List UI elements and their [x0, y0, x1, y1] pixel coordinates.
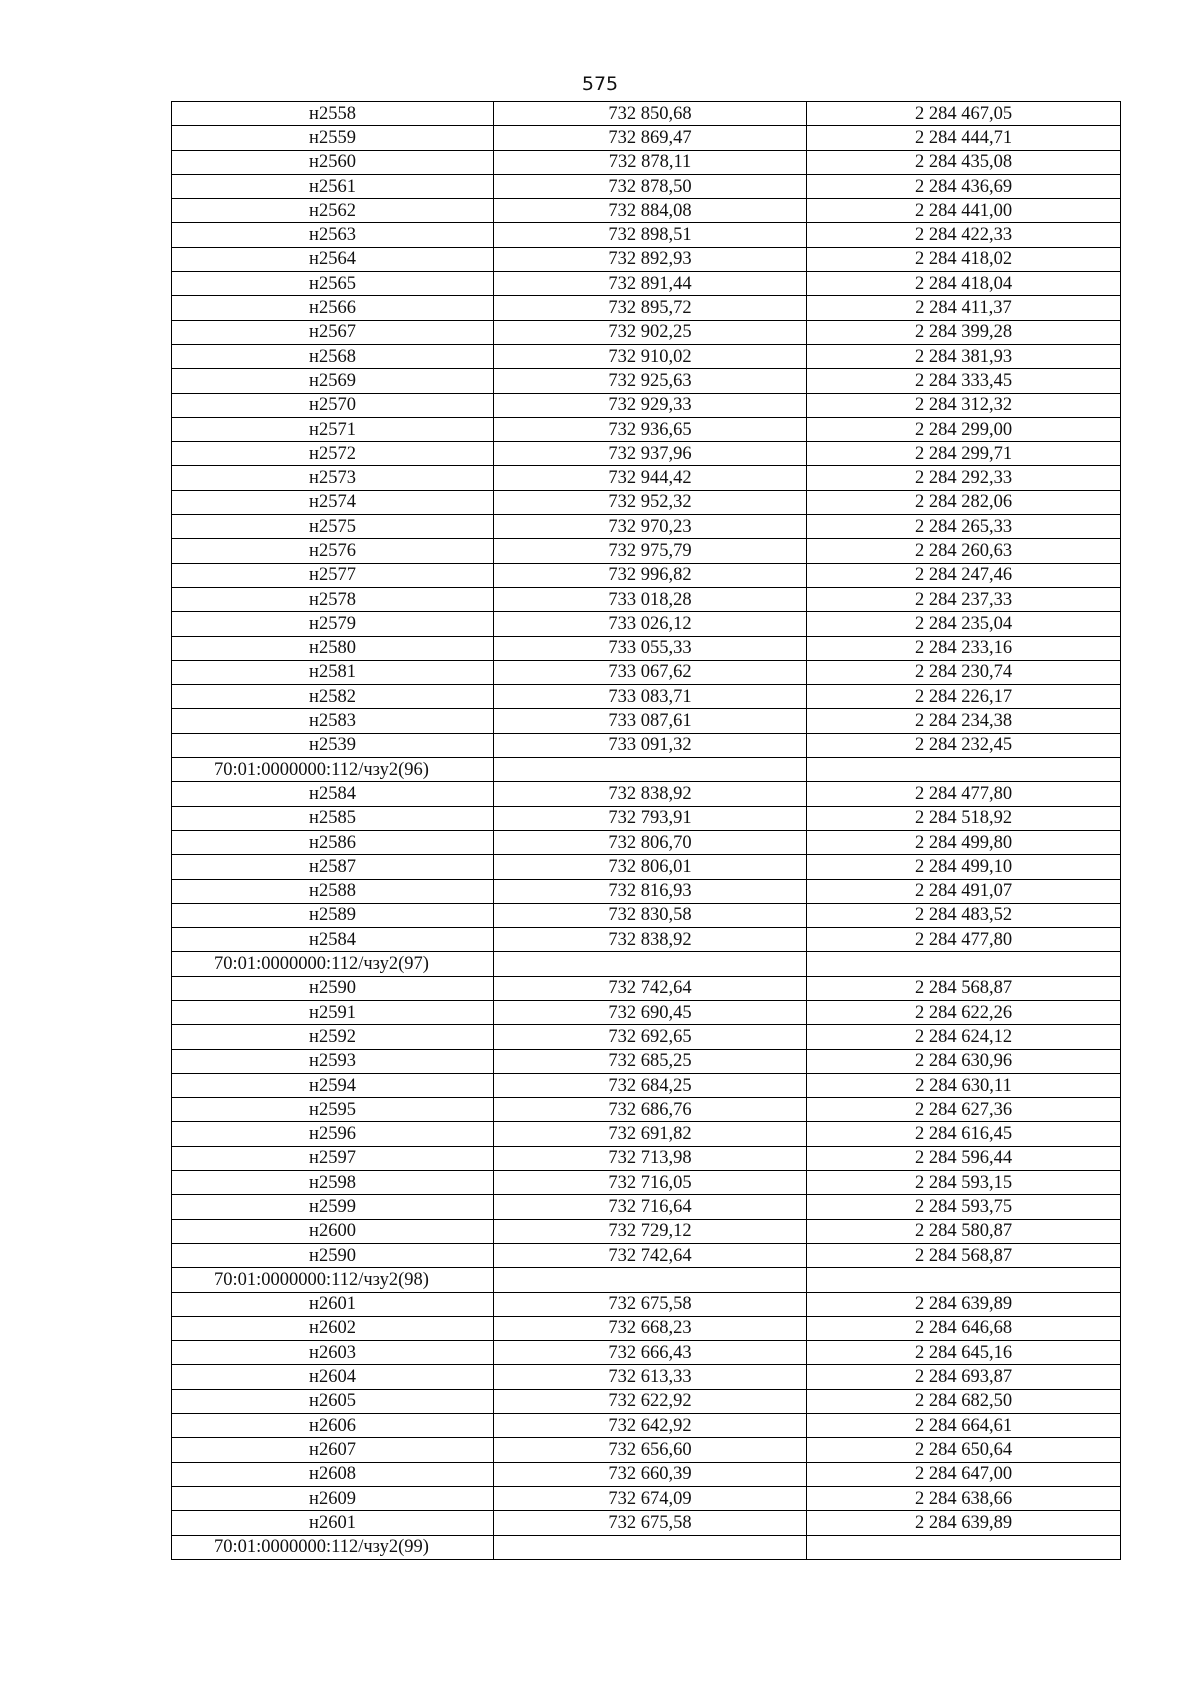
point-id-cell: н2591	[172, 1000, 494, 1024]
parcel-label: 70:01:0000000:112/чзу2(96)	[172, 758, 494, 782]
x-coordinate-cell: 732 793,91	[494, 806, 807, 830]
y-coordinate-cell: 2 284 646,68	[807, 1316, 1121, 1340]
empty-cell	[807, 1268, 1121, 1292]
point-id-cell: н2573	[172, 466, 494, 490]
point-id-cell: н2584	[172, 782, 494, 806]
y-coordinate-cell: 2 284 235,04	[807, 612, 1121, 636]
table-row	[172, 417, 1121, 441]
parcel-label: 70:01:0000000:112/чзу2(97)	[172, 952, 494, 976]
coordinates-table-body	[172, 102, 1121, 1560]
point-id-cell: н2568	[172, 344, 494, 368]
y-coordinate-cell: 2 284 518,92	[807, 806, 1121, 830]
y-coordinate-cell: 2 284 292,33	[807, 466, 1121, 490]
point-id-cell: н2589	[172, 903, 494, 927]
y-coordinate-cell: 2 284 639,89	[807, 1292, 1121, 1316]
x-coordinate-cell: 732 674,09	[494, 1486, 807, 1510]
x-coordinate-cell: 733 083,71	[494, 685, 807, 709]
x-coordinate-cell: 732 975,79	[494, 539, 807, 563]
empty-cell	[494, 758, 807, 782]
y-coordinate-cell: 2 284 399,28	[807, 320, 1121, 344]
table-row	[172, 320, 1121, 344]
y-coordinate-cell: 2 284 422,33	[807, 223, 1121, 247]
x-coordinate-cell: 732 622,92	[494, 1389, 807, 1413]
y-coordinate-cell: 2 284 312,32	[807, 393, 1121, 417]
x-coordinate-cell: 732 895,72	[494, 296, 807, 320]
table-row	[172, 1171, 1121, 1195]
y-coordinate-cell: 2 284 435,08	[807, 150, 1121, 174]
y-coordinate-cell: 2 284 381,93	[807, 344, 1121, 368]
parcel-header-row	[172, 1268, 1121, 1292]
y-coordinate-cell: 2 284 234,38	[807, 709, 1121, 733]
y-coordinate-cell: 2 284 693,87	[807, 1365, 1121, 1389]
y-coordinate-cell: 2 284 622,26	[807, 1000, 1121, 1024]
table-row	[172, 369, 1121, 393]
point-id-cell: н2603	[172, 1341, 494, 1365]
table-row	[172, 344, 1121, 368]
x-coordinate-cell: 732 642,92	[494, 1414, 807, 1438]
table-row	[172, 490, 1121, 514]
point-id-cell: н2604	[172, 1365, 494, 1389]
y-coordinate-cell: 2 284 247,46	[807, 563, 1121, 587]
table-row	[172, 903, 1121, 927]
table-row	[172, 733, 1121, 757]
y-coordinate-cell: 2 284 647,00	[807, 1462, 1121, 1486]
x-coordinate-cell: 733 087,61	[494, 709, 807, 733]
table-row	[172, 466, 1121, 490]
point-id-cell: н2569	[172, 369, 494, 393]
point-id-cell: н2607	[172, 1438, 494, 1462]
empty-cell	[494, 952, 807, 976]
y-coordinate-cell: 2 284 233,16	[807, 636, 1121, 660]
x-coordinate-cell: 732 970,23	[494, 515, 807, 539]
table-row	[172, 830, 1121, 854]
point-id-cell: н2601	[172, 1292, 494, 1316]
point-id-cell: н2581	[172, 660, 494, 684]
x-coordinate-cell: 733 091,32	[494, 733, 807, 757]
x-coordinate-cell: 732 713,98	[494, 1146, 807, 1170]
parcel-header-row	[172, 952, 1121, 976]
x-coordinate-cell: 732 838,92	[494, 782, 807, 806]
x-coordinate-cell: 732 910,02	[494, 344, 807, 368]
empty-cell	[807, 952, 1121, 976]
point-id-cell: н2565	[172, 272, 494, 296]
x-coordinate-cell: 732 996,82	[494, 563, 807, 587]
x-coordinate-cell: 732 891,44	[494, 272, 807, 296]
x-coordinate-cell: 732 892,93	[494, 247, 807, 271]
table-row	[172, 126, 1121, 150]
x-coordinate-cell: 732 929,33	[494, 393, 807, 417]
point-id-cell: н2570	[172, 393, 494, 417]
table-row	[172, 660, 1121, 684]
x-coordinate-cell: 732 675,58	[494, 1292, 807, 1316]
y-coordinate-cell: 2 284 568,87	[807, 1243, 1121, 1267]
y-coordinate-cell: 2 284 299,71	[807, 442, 1121, 466]
y-coordinate-cell: 2 284 411,37	[807, 296, 1121, 320]
point-id-cell: н2577	[172, 563, 494, 587]
table-row	[172, 515, 1121, 539]
table-row	[172, 928, 1121, 952]
y-coordinate-cell: 2 284 237,33	[807, 587, 1121, 611]
point-id-cell: н2593	[172, 1049, 494, 1073]
y-coordinate-cell: 2 284 664,61	[807, 1414, 1121, 1438]
x-coordinate-cell: 732 878,11	[494, 150, 807, 174]
x-coordinate-cell: 732 716,64	[494, 1195, 807, 1219]
table-row	[172, 1511, 1121, 1535]
table-row	[172, 199, 1121, 223]
x-coordinate-cell: 732 850,68	[494, 102, 807, 126]
table-row	[172, 685, 1121, 709]
point-id-cell: н2584	[172, 928, 494, 952]
empty-cell	[494, 1268, 807, 1292]
table-row	[172, 442, 1121, 466]
y-coordinate-cell: 2 284 630,11	[807, 1073, 1121, 1097]
y-coordinate-cell: 2 284 467,05	[807, 102, 1121, 126]
table-row	[172, 272, 1121, 296]
point-id-cell: н2599	[172, 1195, 494, 1219]
point-id-cell: н2561	[172, 174, 494, 198]
point-id-cell: н2594	[172, 1073, 494, 1097]
y-coordinate-cell: 2 284 477,80	[807, 928, 1121, 952]
empty-cell	[807, 758, 1121, 782]
x-coordinate-cell: 732 902,25	[494, 320, 807, 344]
x-coordinate-cell: 732 816,93	[494, 879, 807, 903]
y-coordinate-cell: 2 284 444,71	[807, 126, 1121, 150]
point-id-cell: н2580	[172, 636, 494, 660]
table-row	[172, 539, 1121, 563]
y-coordinate-cell: 2 284 630,96	[807, 1049, 1121, 1073]
point-id-cell: н2579	[172, 612, 494, 636]
y-coordinate-cell: 2 284 232,45	[807, 733, 1121, 757]
x-coordinate-cell: 733 018,28	[494, 587, 807, 611]
table-row	[172, 1025, 1121, 1049]
table-row	[172, 1195, 1121, 1219]
point-id-cell: н2605	[172, 1389, 494, 1413]
table-row	[172, 1243, 1121, 1267]
point-id-cell: н2602	[172, 1316, 494, 1340]
point-id-cell: н2574	[172, 490, 494, 514]
x-coordinate-cell: 732 884,08	[494, 199, 807, 223]
x-coordinate-cell: 732 716,05	[494, 1171, 807, 1195]
point-id-cell: н2600	[172, 1219, 494, 1243]
table-row	[172, 1122, 1121, 1146]
y-coordinate-cell: 2 284 418,04	[807, 272, 1121, 296]
point-id-cell: н2563	[172, 223, 494, 247]
point-id-cell: н2592	[172, 1025, 494, 1049]
point-id-cell: н2575	[172, 515, 494, 539]
x-coordinate-cell: 732 668,23	[494, 1316, 807, 1340]
point-id-cell: н2583	[172, 709, 494, 733]
x-coordinate-cell: 732 838,92	[494, 928, 807, 952]
table-row	[172, 855, 1121, 879]
y-coordinate-cell: 2 284 593,75	[807, 1195, 1121, 1219]
x-coordinate-cell: 732 742,64	[494, 1243, 807, 1267]
x-coordinate-cell: 733 055,33	[494, 636, 807, 660]
x-coordinate-cell: 732 666,43	[494, 1341, 807, 1365]
page-number: 575	[581, 73, 619, 95]
point-id-cell: н2590	[172, 976, 494, 1000]
y-coordinate-cell: 2 284 624,12	[807, 1025, 1121, 1049]
coordinates-table	[171, 101, 1121, 1560]
y-coordinate-cell: 2 284 645,16	[807, 1341, 1121, 1365]
table-row	[172, 1000, 1121, 1024]
y-coordinate-cell: 2 284 638,66	[807, 1486, 1121, 1510]
table-row	[172, 1486, 1121, 1510]
table-row	[172, 1389, 1121, 1413]
table-row	[172, 879, 1121, 903]
x-coordinate-cell: 732 944,42	[494, 466, 807, 490]
point-id-cell: н2566	[172, 296, 494, 320]
x-coordinate-cell: 732 806,70	[494, 830, 807, 854]
x-coordinate-cell: 732 869,47	[494, 126, 807, 150]
y-coordinate-cell: 2 284 627,36	[807, 1098, 1121, 1122]
table-row	[172, 709, 1121, 733]
empty-cell	[807, 1535, 1121, 1559]
x-coordinate-cell: 732 686,76	[494, 1098, 807, 1122]
point-id-cell: н2576	[172, 539, 494, 563]
x-coordinate-cell: 733 026,12	[494, 612, 807, 636]
y-coordinate-cell: 2 284 650,64	[807, 1438, 1121, 1462]
point-id-cell: н2559	[172, 126, 494, 150]
point-id-cell: н2606	[172, 1414, 494, 1438]
point-id-cell: н2601	[172, 1511, 494, 1535]
table-row	[172, 587, 1121, 611]
y-coordinate-cell: 2 284 483,52	[807, 903, 1121, 927]
y-coordinate-cell: 2 284 639,89	[807, 1511, 1121, 1535]
y-coordinate-cell: 2 284 568,87	[807, 976, 1121, 1000]
point-id-cell: н2597	[172, 1146, 494, 1170]
y-coordinate-cell: 2 284 299,00	[807, 417, 1121, 441]
parcel-label: 70:01:0000000:112/чзу2(98)	[172, 1268, 494, 1292]
parcel-label: 70:01:0000000:112/чзу2(99)	[172, 1535, 494, 1559]
point-id-cell: н2596	[172, 1122, 494, 1146]
y-coordinate-cell: 2 284 260,63	[807, 539, 1121, 563]
table-row	[172, 1146, 1121, 1170]
point-id-cell: н2539	[172, 733, 494, 757]
x-coordinate-cell: 732 806,01	[494, 855, 807, 879]
x-coordinate-cell: 732 685,25	[494, 1049, 807, 1073]
table-row	[172, 1219, 1121, 1243]
y-coordinate-cell: 2 284 477,80	[807, 782, 1121, 806]
y-coordinate-cell: 2 284 682,50	[807, 1389, 1121, 1413]
y-coordinate-cell: 2 284 265,33	[807, 515, 1121, 539]
table-row	[172, 296, 1121, 320]
point-id-cell: н2567	[172, 320, 494, 344]
x-coordinate-cell: 732 656,60	[494, 1438, 807, 1462]
y-coordinate-cell: 2 284 226,17	[807, 685, 1121, 709]
point-id-cell: н2582	[172, 685, 494, 709]
parcel-header-row	[172, 1535, 1121, 1559]
y-coordinate-cell: 2 284 436,69	[807, 174, 1121, 198]
point-id-cell: н2595	[172, 1098, 494, 1122]
x-coordinate-cell: 732 691,82	[494, 1122, 807, 1146]
y-coordinate-cell: 2 284 616,45	[807, 1122, 1121, 1146]
x-coordinate-cell: 732 742,64	[494, 976, 807, 1000]
point-id-cell: н2558	[172, 102, 494, 126]
point-id-cell: н2562	[172, 199, 494, 223]
point-id-cell: н2571	[172, 417, 494, 441]
x-coordinate-cell: 732 952,32	[494, 490, 807, 514]
table-row	[172, 1316, 1121, 1340]
point-id-cell: н2560	[172, 150, 494, 174]
x-coordinate-cell: 732 898,51	[494, 223, 807, 247]
table-row	[172, 393, 1121, 417]
point-id-cell: н2588	[172, 879, 494, 903]
y-coordinate-cell: 2 284 441,00	[807, 199, 1121, 223]
table-row	[172, 636, 1121, 660]
x-coordinate-cell: 732 830,58	[494, 903, 807, 927]
x-coordinate-cell: 732 690,45	[494, 1000, 807, 1024]
table-row	[172, 782, 1121, 806]
y-coordinate-cell: 2 284 418,02	[807, 247, 1121, 271]
y-coordinate-cell: 2 284 596,44	[807, 1146, 1121, 1170]
y-coordinate-cell: 2 284 593,15	[807, 1171, 1121, 1195]
parcel-header-row	[172, 758, 1121, 782]
table-row	[172, 1414, 1121, 1438]
point-id-cell: н2586	[172, 830, 494, 854]
table-row	[172, 612, 1121, 636]
y-coordinate-cell: 2 284 499,80	[807, 830, 1121, 854]
y-coordinate-cell: 2 284 230,74	[807, 660, 1121, 684]
table-row	[172, 223, 1121, 247]
empty-cell	[494, 1535, 807, 1559]
x-coordinate-cell: 732 613,33	[494, 1365, 807, 1389]
point-id-cell: н2608	[172, 1462, 494, 1486]
point-id-cell: н2609	[172, 1486, 494, 1510]
point-id-cell: н2578	[172, 587, 494, 611]
table-row	[172, 976, 1121, 1000]
table-row	[172, 102, 1121, 126]
x-coordinate-cell: 733 067,62	[494, 660, 807, 684]
point-id-cell: н2590	[172, 1243, 494, 1267]
table-row	[172, 247, 1121, 271]
point-id-cell: н2572	[172, 442, 494, 466]
point-id-cell: н2587	[172, 855, 494, 879]
y-coordinate-cell: 2 284 333,45	[807, 369, 1121, 393]
table-row	[172, 563, 1121, 587]
point-id-cell: н2585	[172, 806, 494, 830]
point-id-cell: н2598	[172, 1171, 494, 1195]
table-row	[172, 1438, 1121, 1462]
x-coordinate-cell: 732 729,12	[494, 1219, 807, 1243]
x-coordinate-cell: 732 660,39	[494, 1462, 807, 1486]
point-id-cell: н2564	[172, 247, 494, 271]
x-coordinate-cell: 732 684,25	[494, 1073, 807, 1097]
x-coordinate-cell: 732 937,96	[494, 442, 807, 466]
table-row	[172, 150, 1121, 174]
table-row	[172, 1341, 1121, 1365]
y-coordinate-cell: 2 284 282,06	[807, 490, 1121, 514]
table-row	[172, 1462, 1121, 1486]
table-row	[172, 1049, 1121, 1073]
x-coordinate-cell: 732 675,58	[494, 1511, 807, 1535]
x-coordinate-cell: 732 925,63	[494, 369, 807, 393]
y-coordinate-cell: 2 284 491,07	[807, 879, 1121, 903]
table-row	[172, 806, 1121, 830]
x-coordinate-cell: 732 692,65	[494, 1025, 807, 1049]
y-coordinate-cell: 2 284 580,87	[807, 1219, 1121, 1243]
y-coordinate-cell: 2 284 499,10	[807, 855, 1121, 879]
x-coordinate-cell: 732 936,65	[494, 417, 807, 441]
table-row	[172, 174, 1121, 198]
table-row	[172, 1073, 1121, 1097]
x-coordinate-cell: 732 878,50	[494, 174, 807, 198]
table-row	[172, 1292, 1121, 1316]
table-row	[172, 1365, 1121, 1389]
table-row	[172, 1098, 1121, 1122]
